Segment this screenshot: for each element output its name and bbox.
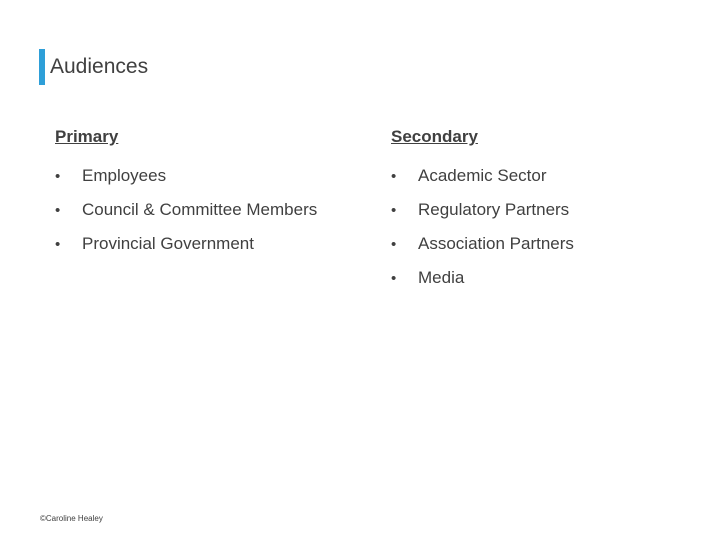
slide-title: Audiences — [50, 55, 149, 78]
title-accent-bar — [39, 49, 45, 85]
bullet-icon: • — [55, 235, 61, 253]
list-item — [55, 227, 355, 261]
list-item-label: Provincial Government — [82, 234, 254, 253]
bullet-icon: • — [55, 167, 61, 185]
list-item-label: Academic Sector — [418, 166, 547, 185]
list-item — [391, 227, 691, 261]
list-item-label: Council & Committee Members — [82, 200, 318, 219]
primary-heading: Primary — [55, 127, 119, 146]
primary-column — [55, 126, 355, 261]
bullet-icon: • — [391, 167, 397, 185]
list-item — [391, 261, 691, 295]
list-item — [391, 159, 691, 193]
list-item-label: Employees — [82, 166, 167, 185]
primary-list — [55, 159, 355, 261]
list-item — [55, 193, 355, 227]
list-item — [55, 159, 355, 193]
bullet-icon: • — [391, 201, 397, 219]
list-item-label: Media — [418, 268, 465, 287]
secondary-column — [391, 126, 691, 295]
list-item-label: Association Partners — [418, 234, 574, 253]
secondary-list — [391, 159, 691, 295]
list-item-label: Regulatory Partners — [418, 200, 570, 219]
bullet-icon: • — [391, 269, 397, 287]
list-item — [391, 193, 691, 227]
bullet-icon: • — [55, 201, 61, 219]
copyright-footer: ©Caroline Healey — [40, 514, 103, 523]
secondary-heading: Secondary — [391, 127, 478, 146]
bullet-icon: • — [391, 235, 397, 253]
